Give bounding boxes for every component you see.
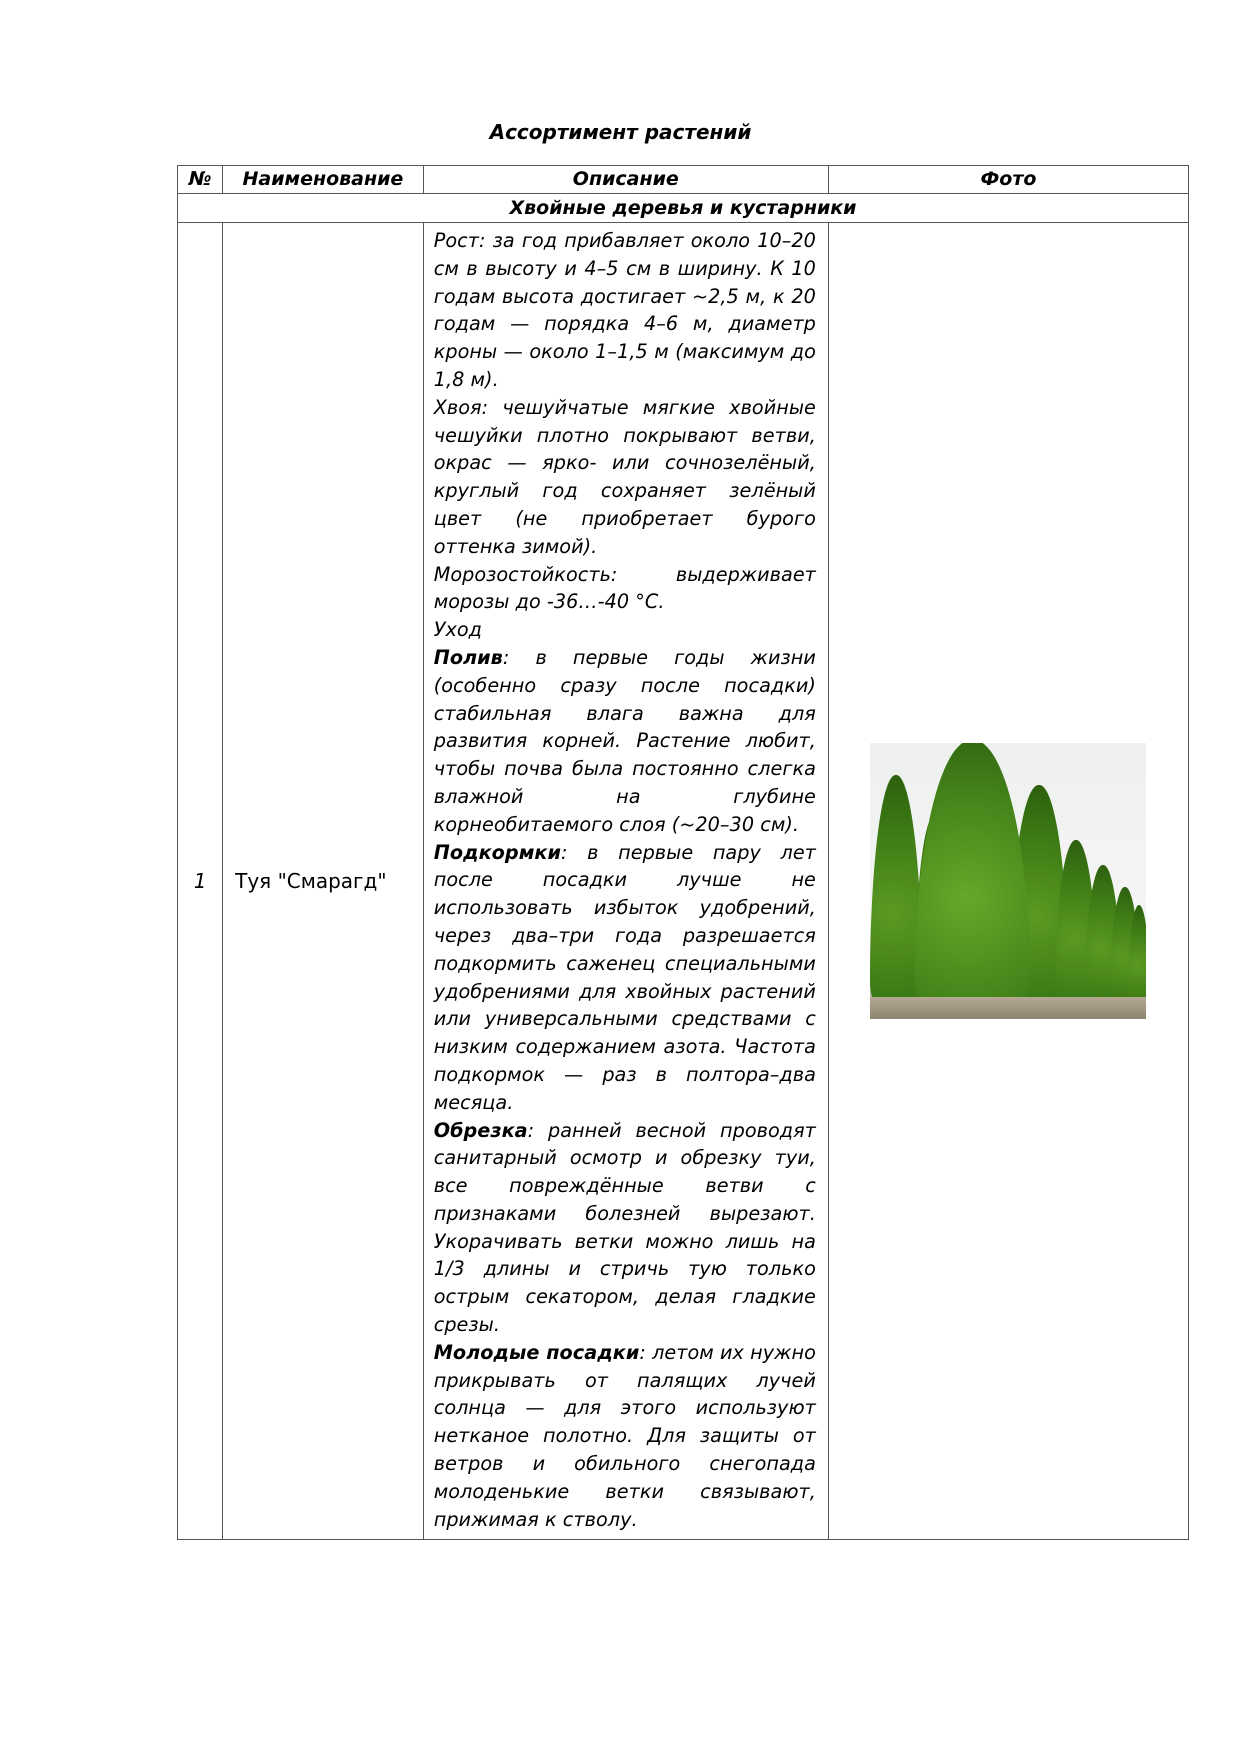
thuja-smaragd-photo-icon [870, 743, 1146, 1019]
pruning-label: Обрезка [433, 1118, 528, 1142]
header-num: № [178, 166, 223, 194]
header-description: Описание [423, 166, 828, 194]
photo-cell [828, 223, 1188, 1540]
desc-care-heading: Уход [433, 618, 482, 642]
pruning-text: : ранней весной проводят санитарный осмотр и обрезку туи, все повреждённые ветви с признаками болезней вырезают. Укорачивать ветки можно лишь на 1/3 длины и стричь тую только острым секатором, делая гладкие срезы. [433, 1118, 816, 1337]
section-title: Хвойные деревья и кустарники [178, 194, 1189, 223]
header-name: Наименование [223, 166, 424, 194]
desc-young-plantings [434, 1339, 816, 1534]
feeding-label: Подкормки [433, 840, 561, 864]
row-number: 1 [178, 223, 223, 1540]
desc-frost: Морозостойкость: выдерживает морозы до -36…-40 °C. [433, 562, 816, 614]
feeding-text: : в первые пару лет после посадки лучше не использовать избыток удобрений, через два–три года разрешается подкормить саженец специальными удобрениями для хвойных растений или универсальными средствами с низким содержанием азота. Частота подкормок — раз в полтора–два месяца. [433, 840, 816, 1114]
desc-watering [434, 644, 816, 839]
plants-table [177, 165, 1189, 1540]
header-photo: Фото [828, 166, 1188, 194]
desc-growth: Рост: за год прибавляет около 10–20 см в высоту и 4–5 см в ширину. К 10 годам высота достигает ~2,5 м, к 20 годам — порядка 4–6 м, диаметр кроны — около 1–1,5 м (максимум до 1,8 м). [433, 229, 816, 391]
table-header-row [178, 166, 1189, 194]
young-text: : летом их нужно прикрывать от палящих лучей солнца — для этого используют нетканое полотно. Для защиты от ветров и обильного снегопада молоденькие ветки связывают, прижимая к стволу. [433, 1340, 816, 1531]
watering-label: Полив [433, 645, 503, 669]
watering-text: : в первые годы жизни (особенно сразу после посадки) стабильная влага важна для развития корней. Растение любит, чтобы почва была постоянно слегка влажной на глубине корнеобитаемого слоя (~20–30 см). [433, 645, 816, 836]
desc-needles: Хвоя: чешуйчатые мягкие хвойные чешуйки плотно покрывают ветви, окрас — ярко- или сочнозелёный, круглый год сохраняет зелёный цвет (не приобретает бурого оттенка зимой). [433, 395, 816, 558]
section-row [178, 194, 1189, 223]
document-title: Ассортимент растений [489, 120, 752, 144]
plant-name: Туя "Смарагд" [223, 223, 424, 1540]
desc-feeding [434, 839, 816, 1117]
table-row [178, 223, 1189, 1540]
young-label: Молодые посадки [433, 1340, 640, 1364]
desc-pruning [434, 1117, 816, 1339]
plant-description [423, 223, 828, 1540]
